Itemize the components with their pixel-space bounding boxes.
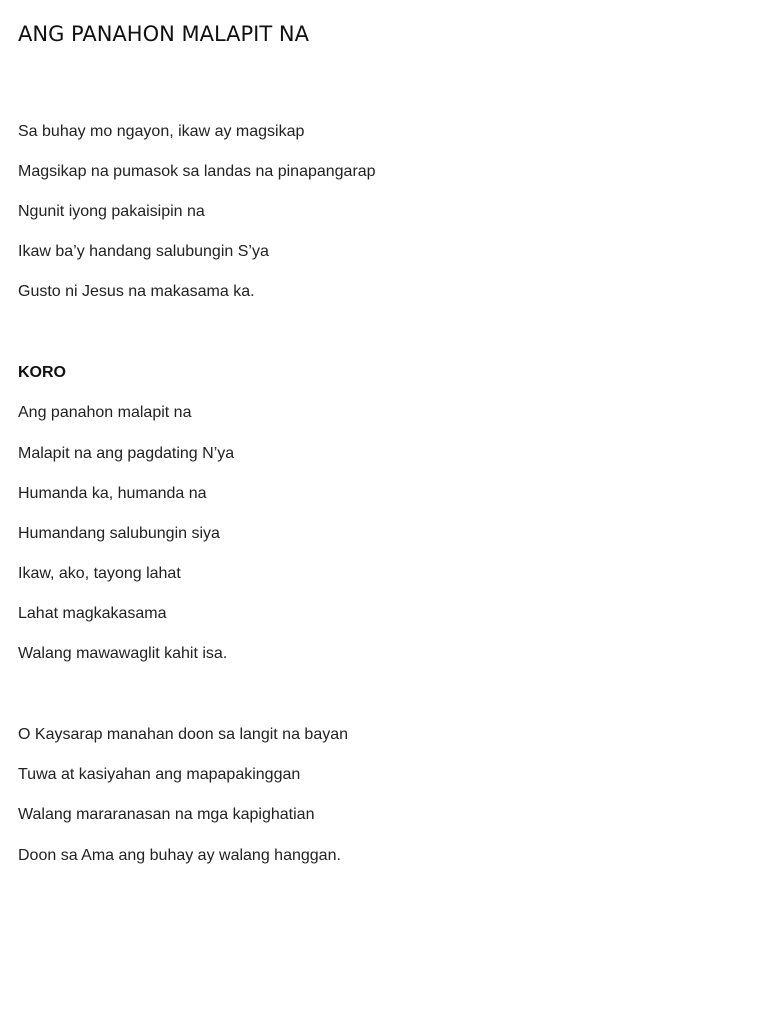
chorus-line-2: Malapit na ang pagdating N’ya [18,445,235,462]
verse2-line-2: Tuwa at kasiyahan ang mapapakinggan [18,766,301,783]
verse1-line-5: Gusto ni Jesus na makasama ka. [18,283,255,300]
verse2-line-3: Walang mararanasan na mga kapighatian [18,806,315,823]
verse1-line-1: Sa buhay mo ngayon, ikaw ay magsikap [18,123,305,140]
verse1-line-3: Ngunit iyong pakaisipin na [18,203,205,220]
chorus-line-7: Walang mawawaglit kahit isa. [18,645,228,662]
chorus-line-5: Ikaw, ako, tayong lahat [18,565,181,582]
chorus-line-1: Ang panahon malapit na [18,404,192,421]
chorus-line-4: Humandang salubungin siya [18,525,220,542]
song-title: ANG PANAHON MALAPIT NA [18,22,309,46]
verse1-line-2: Magsikap na pumasok sa landas na pinapangarap [18,163,376,180]
verse2-line-4: Doon sa Ama ang buhay ay walang hanggan. [18,847,341,864]
verse2-line-1: O Kaysarap manahan doon sa langit na bayan [18,726,349,743]
chorus-line-3: Humanda ka, humanda na [18,485,207,502]
verse1-line-4: Ikaw ba’y handang salubungin S’ya [18,243,269,260]
chorus-label: KORO [18,364,66,381]
chorus-line-6: Lahat magkakasama [18,605,167,622]
